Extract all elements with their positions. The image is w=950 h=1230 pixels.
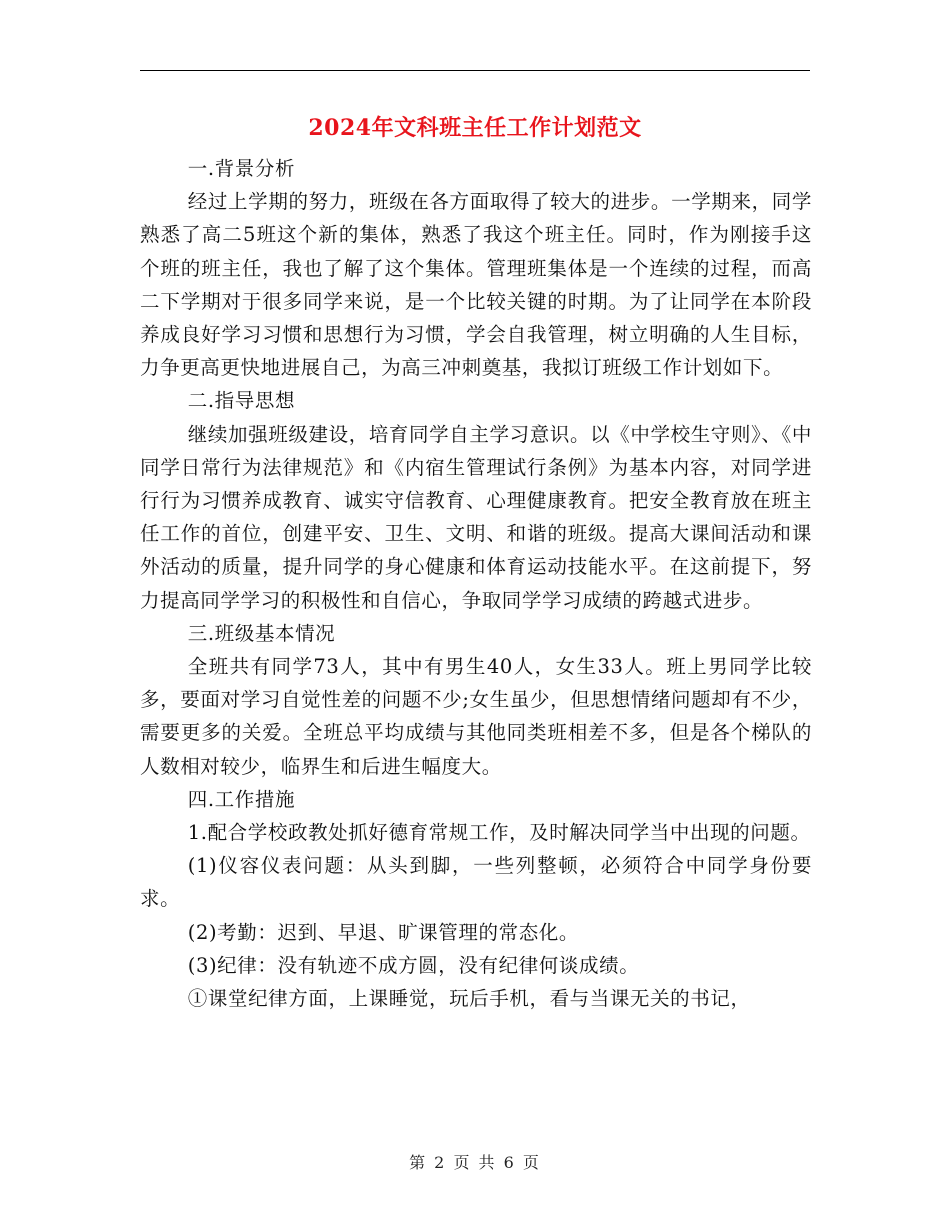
paragraph-measure-1-1: (1)仪容仪表问题：从头到脚，一些列整顿，必须符合中同学身份要求。 [140,854,812,911]
section-heading-guiding-thought: 二.指导思想 [187,389,296,413]
header-rule [140,70,810,71]
paragraph-measure-1-3: (3)纪律：没有轨迹不成方圆，没有纪律何谈成绩。 [187,953,640,977]
page-number: 第 2 页 共 6 页 [409,1153,541,1172]
section-heading-work-measures: 四.工作措施 [187,787,296,811]
paragraph-measure-1-3-a: ①课堂纪律方面，上课睡觉，玩后手机，看与当课无关的书记， [187,987,751,1011]
section-heading-background: 一.背景分析 [187,157,296,180]
document-title: 2024年文科班主任工作计划范文 [308,115,642,141]
paragraph-measure-1: 1.配合学校政教处抓好德育常规工作，及时解决同学当中出现的问题。 [187,821,811,845]
document-body [140,152,812,1015]
paragraph-guiding-thought: 继续加强班级建设，培育同学自主学习意识。以《中学校生守则》、《中同学日常行为法律规范》和《内宿生管理试行条例》为基本内容，对同学进行行为习惯养成教育、诚实守信教育、心理健康教育。把安全教育放在班主任工作的首位，创建平安、卫生、文明、和谐的班级。提高大课间活动和课外活动的质量，提升同学的身心健康和体育运动技能水平。在这前提下，努力提高同学学习的积极性和自信心，争取同学学习成绩的跨越式进步。 [140,422,812,612]
paragraph-measure-1-2: (2)考勤：迟到、早退、旷课管理的常态化。 [187,920,579,944]
section-heading-class-situation: 三.班级基本情况 [187,621,336,645]
paragraph-class-situation: 全班共有同学73人，其中有男生40人，女生33人。班上男同学比较多，要面对学习自觉性差的问题不少;女生虽少，但思想情绪问题却有不少，需要更多的关爱。全班总平均成绩与其他同类班相差不多，但是各个梯队的人数相对较少，临界生和后进生幅度大。 [140,655,812,778]
paragraph-background: 经过上学期的努力，班级在各方面取得了较大的进步。一学期来，同学熟悉了高二5班这个新的集体，熟悉了我这个班主任。同时，作为刚接手这个班的班主任，我也了解了这个集体。管理班集体是一个连续的过程，而高二下学期对于很多同学来说，是一个比较关键的时期。为了让同学在本阶段养成良好学习习惯和思想行为习惯，学会自我管理，树立明确的人生目标，力争更高更快地进展自己，为高三冲刺奠基，我拟订班级工作计划如下。 [140,190,812,380]
